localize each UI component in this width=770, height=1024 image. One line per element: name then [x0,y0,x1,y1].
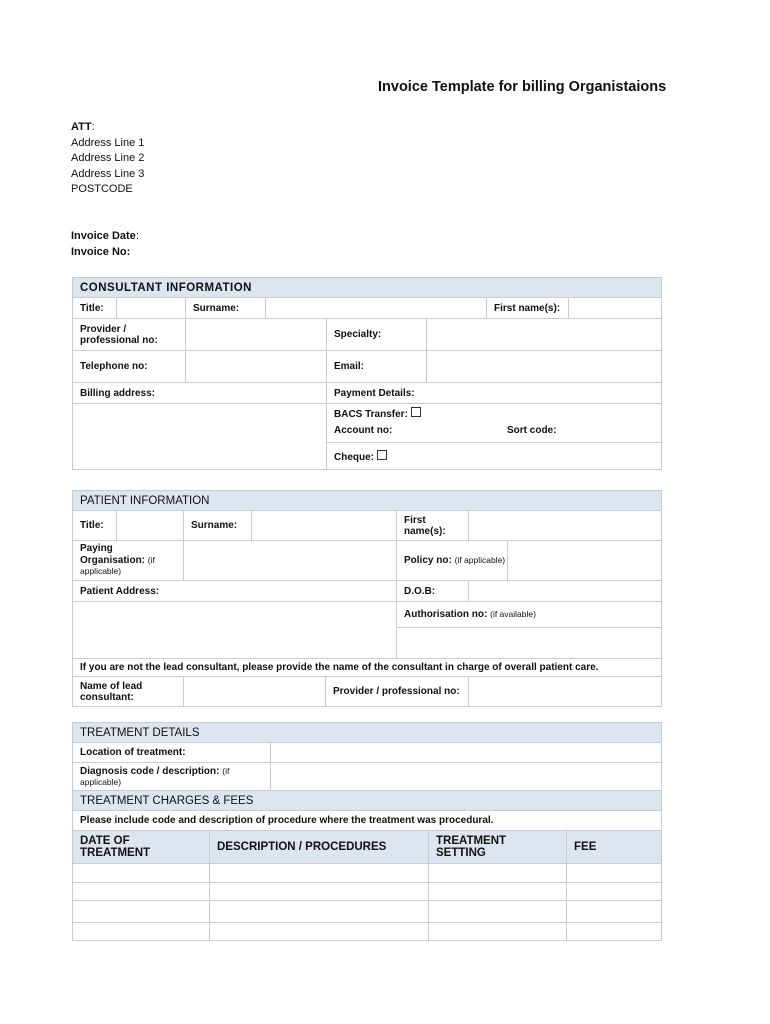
table-row [73,864,662,883]
patient-table [72,490,662,707]
cheque-label: Cheque: [334,451,374,463]
date-cell[interactable] [73,883,210,901]
specialty-label: Specialty: [327,319,427,351]
billing-address-label: Billing address: [73,383,327,404]
address-line-2: Address Line 2 [71,152,145,165]
fee-cell[interactable] [567,923,662,941]
patient-surname-field[interactable] [252,511,397,541]
consultant-surname-field[interactable] [266,298,487,319]
invoice-meta: Invoice Date: Invoice No: [71,230,139,258]
patient-surname-label: Surname: [184,511,252,541]
diagnosis-note: (if applicable) [80,765,230,787]
policy-no-field[interactable] [507,541,508,580]
patient-title-field[interactable] [117,511,184,541]
charges-header: TREATMENT CHARGES & FEES [73,791,662,811]
col-description: DESCRIPTION / PROCEDURES [210,831,429,864]
policy-no-note: (if applicable) [454,555,506,565]
fee-cell[interactable] [567,901,662,923]
provider-no-label: Provider / professional no: [73,319,186,351]
fee-cell[interactable] [567,864,662,883]
lead-consultant-note: If you are not the lead consultant, please provide the name of the consultant in charge of overall patient care. [73,659,662,677]
date-cell[interactable] [73,864,210,883]
date-cell[interactable] [73,901,210,923]
sort-code-label: Sort code: [507,425,557,436]
cheque-cell [327,443,662,470]
att-label: ATT [71,121,92,133]
paying-org-note: (if applicable) [80,554,155,577]
lead-consultant-name-field[interactable] [184,677,326,707]
dob-field[interactable] [469,581,662,602]
specialty-field[interactable] [427,319,662,351]
consultant-surname-label: Surname: [186,298,266,319]
address-line-3: Address Line 3 [71,167,145,180]
patient-header: PATIENT INFORMATION [73,491,662,511]
auth-no-field[interactable] [397,628,662,659]
paying-org-label: Paying Organisation: [80,543,146,566]
diagnosis-field[interactable] [271,763,662,791]
setting-cell[interactable] [429,901,567,923]
table-row [73,883,662,901]
dob-label: D.O.B: [397,581,469,602]
fee-cell[interactable] [567,883,662,901]
account-no-label: Account no: [334,425,393,436]
diagnosis-cell [73,763,271,791]
patient-address-label: Patient Address: [73,581,397,602]
location-field[interactable] [271,743,662,763]
telephone-label: Telephone no: [73,351,186,383]
date-cell[interactable] [73,923,210,941]
table-row [73,923,662,941]
description-cell[interactable] [210,883,429,901]
auth-no-cell [397,602,662,628]
consultant-first-names-field[interactable] [569,298,662,319]
lead-consultant-name-label: Name of lead consultant: [73,677,184,707]
auth-no-label: Authorisation no: [404,609,488,620]
telephone-field[interactable] [186,351,327,383]
paying-org-cell [73,541,184,581]
patient-first-names-label: First name(s): [397,511,469,541]
patient-first-names-field[interactable] [469,511,662,541]
charges-note: Please include code and description of procedure where the treatment was procedural. [73,811,662,831]
setting-cell[interactable] [429,883,567,901]
payment-details-label: Payment Details: [327,383,662,404]
address-line-1: Address Line 1 [71,136,145,149]
email-label: Email: [327,351,427,383]
col-fee: FEE [567,831,662,864]
address-block: ATT: Address Line 1 Address Line 2 Address Line 3 POSTCODE [71,120,144,198]
description-cell[interactable] [210,864,429,883]
description-cell[interactable] [210,901,429,923]
invoice-date-label: Invoice Date [71,230,136,242]
postcode: POSTCODE [71,183,133,196]
consultant-title-field[interactable] [117,298,186,319]
treatment-table [72,722,662,941]
consultant-header: CONSULTANT INFORMATION [73,278,662,298]
consultant-first-names-label: First name(s): [487,298,569,319]
billing-address-field[interactable] [73,404,327,470]
description-cell[interactable] [210,923,429,941]
setting-cell[interactable] [429,923,567,941]
lead-provider-no-label: Provider / professional no: [326,677,469,707]
provider-no-field[interactable] [186,319,327,351]
patient-address-field[interactable] [73,602,397,659]
paying-org-field[interactable] [184,541,397,581]
col-date-of-treatment: DATE OF TREATMENT [73,831,210,864]
consultant-title-label: Title: [73,298,117,319]
bacs-label: BACS Transfer: [334,409,408,420]
bacs-block [327,404,662,443]
treatment-header: TREATMENT DETAILS [73,723,662,743]
diagnosis-label: Diagnosis code / description: [80,765,220,777]
consultant-table [72,277,662,470]
location-label: Location of treatment: [73,743,271,763]
setting-cell[interactable] [429,864,567,883]
auth-no-note: (if available) [490,609,536,619]
cheque-checkbox[interactable] [377,450,387,460]
col-treatment-setting: TREATMENT SETTING [429,831,567,864]
patient-title-label: Title: [73,511,117,541]
lead-provider-no-field[interactable] [469,677,662,707]
policy-no-label: Policy no: [404,555,452,566]
policy-no-cell [397,541,662,581]
invoice-no-label: Invoice No: [71,245,131,258]
bacs-checkbox[interactable] [411,407,421,417]
document-title: Invoice Template for billing Organistaions [378,79,667,95]
table-row [73,901,662,923]
email-field[interactable] [427,351,662,383]
